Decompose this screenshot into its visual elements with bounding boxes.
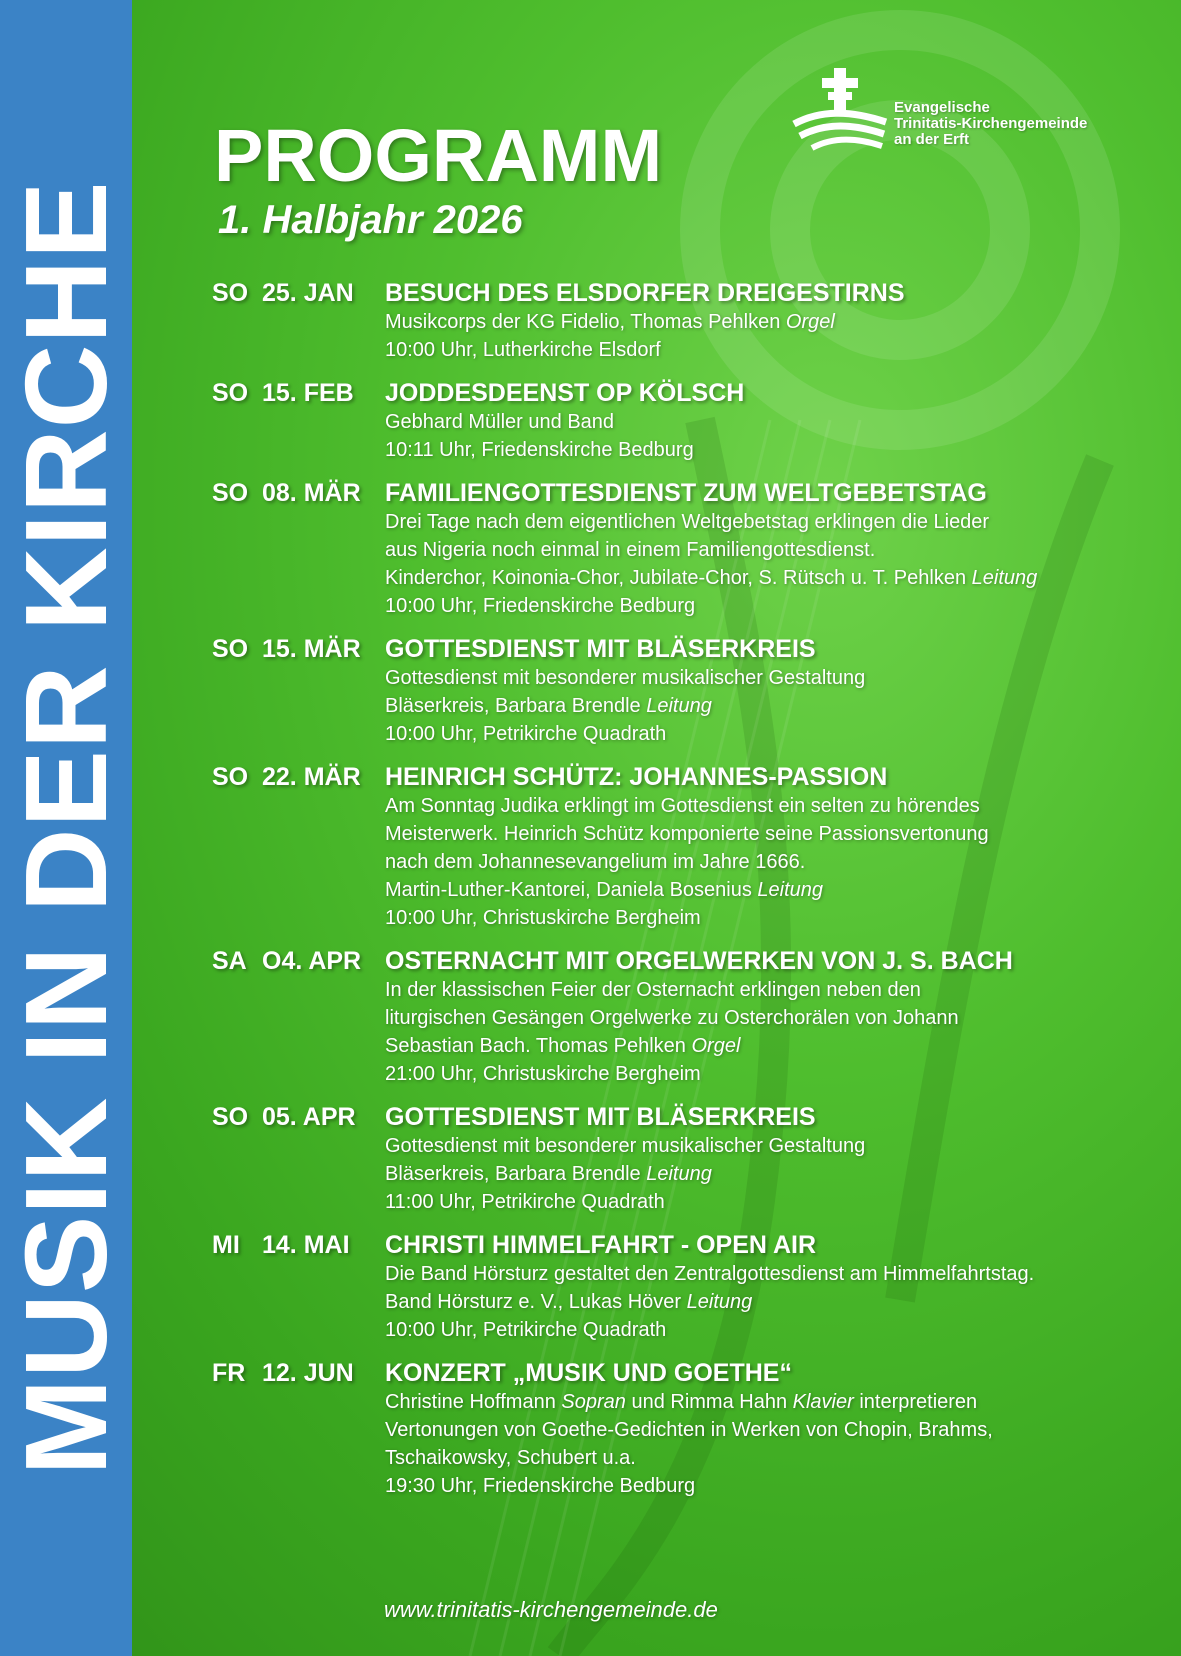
event-text: Gottesdienst mit besonderer musikalischer Gestaltung [385, 667, 866, 689]
event-detail-line [385, 1188, 1112, 1216]
event-detail-line [385, 1316, 1112, 1344]
event-date [212, 1359, 354, 1388]
event-item [212, 378, 1112, 464]
event-text: 11:00 Uhr, Petrikirche Quadrath [385, 1191, 665, 1213]
event-text: Gebhard Müller und Band [385, 411, 615, 433]
event-title: OSTERNACHT MIT ORGELWERKEN VON J. S. BACH [385, 947, 1013, 975]
page-subtitle: 1. Halbjahr 2026 [218, 198, 523, 242]
event-detail-line [385, 508, 1112, 536]
website-link[interactable]: www.trinitatis-kirchengemeinde.de [384, 1597, 718, 1622]
event-title: JODDESDEENST OP KÖLSCH [385, 379, 745, 407]
event-detail-line [385, 904, 1112, 932]
event-role: Leitung [757, 879, 824, 901]
event-detail-line [385, 408, 1112, 436]
event-title: CHRISTI HIMMELFAHRT - OPEN AIR [385, 1231, 817, 1259]
event-detail-line [385, 1444, 1112, 1472]
event-role: Leitung [646, 695, 712, 717]
event-detail-line [385, 1032, 1112, 1060]
cross-wave-icon [790, 66, 890, 166]
event-text: Musikcorps der KG Fidelio, Thomas Pehlken [385, 311, 786, 333]
event-text: aus Nigeria noch einmal in einem Familiengottesdienst. [385, 539, 876, 561]
event-text: Meisterwerk. Heinrich Schütz komponierte seine Passionsvertonung [385, 823, 989, 845]
event-weekday: SA [212, 947, 247, 975]
event-text: 10:00 Uhr, Friedenskirche Bedburg [385, 595, 696, 617]
event-role: Leitung [971, 567, 1038, 589]
event-text: Martin-Luther-Kantorei, Daniela Bosenius [385, 879, 758, 901]
event-date [212, 635, 361, 664]
page-title: PROGRAMM [214, 114, 663, 197]
event-text: Bläserkreis, Barbara Brendle [385, 1163, 647, 1185]
event-text: Tschaikowsky, Schubert u.a. [385, 1447, 636, 1469]
event-text: Sebastian Bach. Thomas Pehlken [385, 1035, 692, 1057]
header [214, 114, 663, 243]
event-day-month: 14. MAI [262, 1231, 350, 1259]
event-text: 10:00 Uhr, Lutherkirche Elsdorf [385, 339, 661, 361]
event-text: Band Hörsturz e. V., Lukas Höver [385, 1291, 687, 1313]
event-role: Klavier [792, 1391, 854, 1413]
event-role: Orgel [785, 311, 835, 333]
event-text: Vertonungen von Goethe-Gedichten in Werken von Chopin, Brahms, [385, 1419, 993, 1441]
event-date [212, 379, 354, 408]
event-text: In der klassischen Feier der Osternacht erklingen neben den [385, 979, 921, 1001]
event-weekday: SO [212, 763, 249, 791]
event-text: Drei Tage nach dem eigentlichen Weltgebetstag erklingen die Lieder [385, 511, 990, 533]
event-detail-line [385, 1004, 1112, 1032]
event-detail-line [385, 792, 1112, 820]
event-detail-line [385, 564, 1112, 592]
event-text: Gottesdienst mit besonderer musikalischer Gestaltung [385, 1135, 866, 1157]
event-weekday: MI [212, 1231, 240, 1259]
event-day-month: 05. APR [262, 1103, 356, 1131]
side-banner [0, 0, 132, 1656]
event-text: 10:00 Uhr, Christuskirche Bergheim [385, 907, 701, 929]
event-detail-line [385, 1472, 1112, 1500]
event-list [212, 278, 1112, 1514]
logo-line-3: an der Erft [894, 131, 970, 148]
event-day-month: 12. JUN [262, 1359, 354, 1387]
event-weekday: SO [212, 279, 249, 307]
event-text: Die Band Hörsturz gestaltet den Zentralgottesdienst am Himmelfahrtstag. [385, 1263, 1035, 1285]
event-role: Orgel [691, 1035, 741, 1057]
event-date [212, 479, 361, 508]
event-title: KONZERT „MUSIK UND GOETHE“ [385, 1359, 792, 1387]
event-detail-line [385, 876, 1112, 904]
event-detail-line [385, 976, 1112, 1004]
event-detail-line [385, 1132, 1112, 1160]
event-title: HEINRICH SCHÜTZ: JOHANNES-PASSION [385, 763, 888, 791]
event-item [212, 762, 1112, 932]
event-text: 21:00 Uhr, Christuskirche Bergheim [385, 1063, 701, 1085]
event-weekday: SO [212, 635, 249, 663]
event-detail-line [385, 1260, 1112, 1288]
event-detail-line [385, 848, 1112, 876]
event-item [212, 478, 1112, 620]
event-item [212, 1102, 1112, 1216]
event-detail-line [385, 1388, 1112, 1416]
event-day-month: 25. JAN [262, 279, 354, 307]
event-text: Kinderchor, Koinonia-Chor, Jubilate-Chor, S. Rütsch u. T. Pehlken [385, 567, 972, 589]
event-date [212, 763, 361, 792]
event-role: Leitung [646, 1163, 712, 1185]
event-text: Bläserkreis, Barbara Brendle [385, 695, 647, 717]
event-date [212, 279, 354, 308]
event-date [212, 947, 361, 976]
event-detail-line [385, 436, 1112, 464]
event-weekday: SO [212, 479, 249, 507]
church-logo [790, 66, 1120, 166]
event-date [212, 1231, 350, 1260]
event-text: nach dem Johannesevangelium im Jahre 1666. [385, 851, 806, 873]
event-day-month: 15. MÄR [262, 635, 361, 663]
event-item [212, 946, 1112, 1088]
event-text: Christine Hoffmann [385, 1391, 562, 1413]
event-text: liturgischen Gesängen Orgelwerke zu Osterchorälen von Johann [385, 1007, 959, 1029]
event-detail-line [385, 820, 1112, 848]
event-item [212, 278, 1112, 364]
event-day-month: O4. APR [262, 947, 362, 975]
event-weekday: FR [212, 1359, 246, 1387]
event-title: FAMILIENGOTTESDIENST ZUM WELTGEBETSTAG [385, 479, 987, 507]
event-text: 10:00 Uhr, Petrikirche Quadrath [385, 723, 667, 745]
event-text: 10:00 Uhr, Petrikirche Quadrath [385, 1319, 667, 1341]
event-role: Leitung [686, 1291, 753, 1313]
event-detail-line [385, 336, 1112, 364]
event-day-month: 08. MÄR [262, 479, 361, 507]
event-text: 19:30 Uhr, Friedenskirche Bedburg [385, 1475, 696, 1497]
event-text: 10:11 Uhr, Friedenskirche Bedburg [385, 439, 694, 461]
event-detail-line [385, 536, 1112, 564]
event-text: Am Sonntag Judika erklingt im Gottesdienst ein selten zu hörendes [385, 795, 980, 817]
event-detail-line [385, 692, 1112, 720]
logo-line-1: Evangelische [894, 99, 990, 116]
event-detail-line [385, 1416, 1112, 1444]
event-title: GOTTESDIENST MIT BLÄSERKREIS [385, 1103, 816, 1131]
event-detail-line [385, 664, 1112, 692]
event-detail-line [385, 308, 1112, 336]
event-weekday: SO [212, 379, 249, 407]
side-title: MUSIK IN DER KIRCHE [1, 180, 131, 1476]
event-title: BESUCH DES ELSDORFER DREIGESTIRNS [385, 279, 905, 307]
event-item [212, 1358, 1112, 1500]
event-detail-line [385, 1060, 1112, 1088]
event-text: interpretieren [853, 1391, 978, 1413]
event-detail-line [385, 1160, 1112, 1188]
event-text: und Rimma Hahn [625, 1391, 793, 1413]
event-detail-line [385, 720, 1112, 748]
event-detail-line [385, 592, 1112, 620]
event-weekday: SO [212, 1103, 249, 1131]
event-detail-line [385, 1288, 1112, 1316]
event-day-month: 22. MÄR [262, 763, 361, 791]
event-day-month: 15. FEB [262, 379, 354, 407]
event-date [212, 1103, 356, 1132]
event-item [212, 634, 1112, 748]
event-item [212, 1230, 1112, 1344]
event-title: GOTTESDIENST MIT BLÄSERKREIS [385, 635, 816, 663]
logo-line-2: Trinitatis-Kirchengemeinde [894, 115, 1088, 132]
event-role: Sopran [561, 1391, 626, 1413]
